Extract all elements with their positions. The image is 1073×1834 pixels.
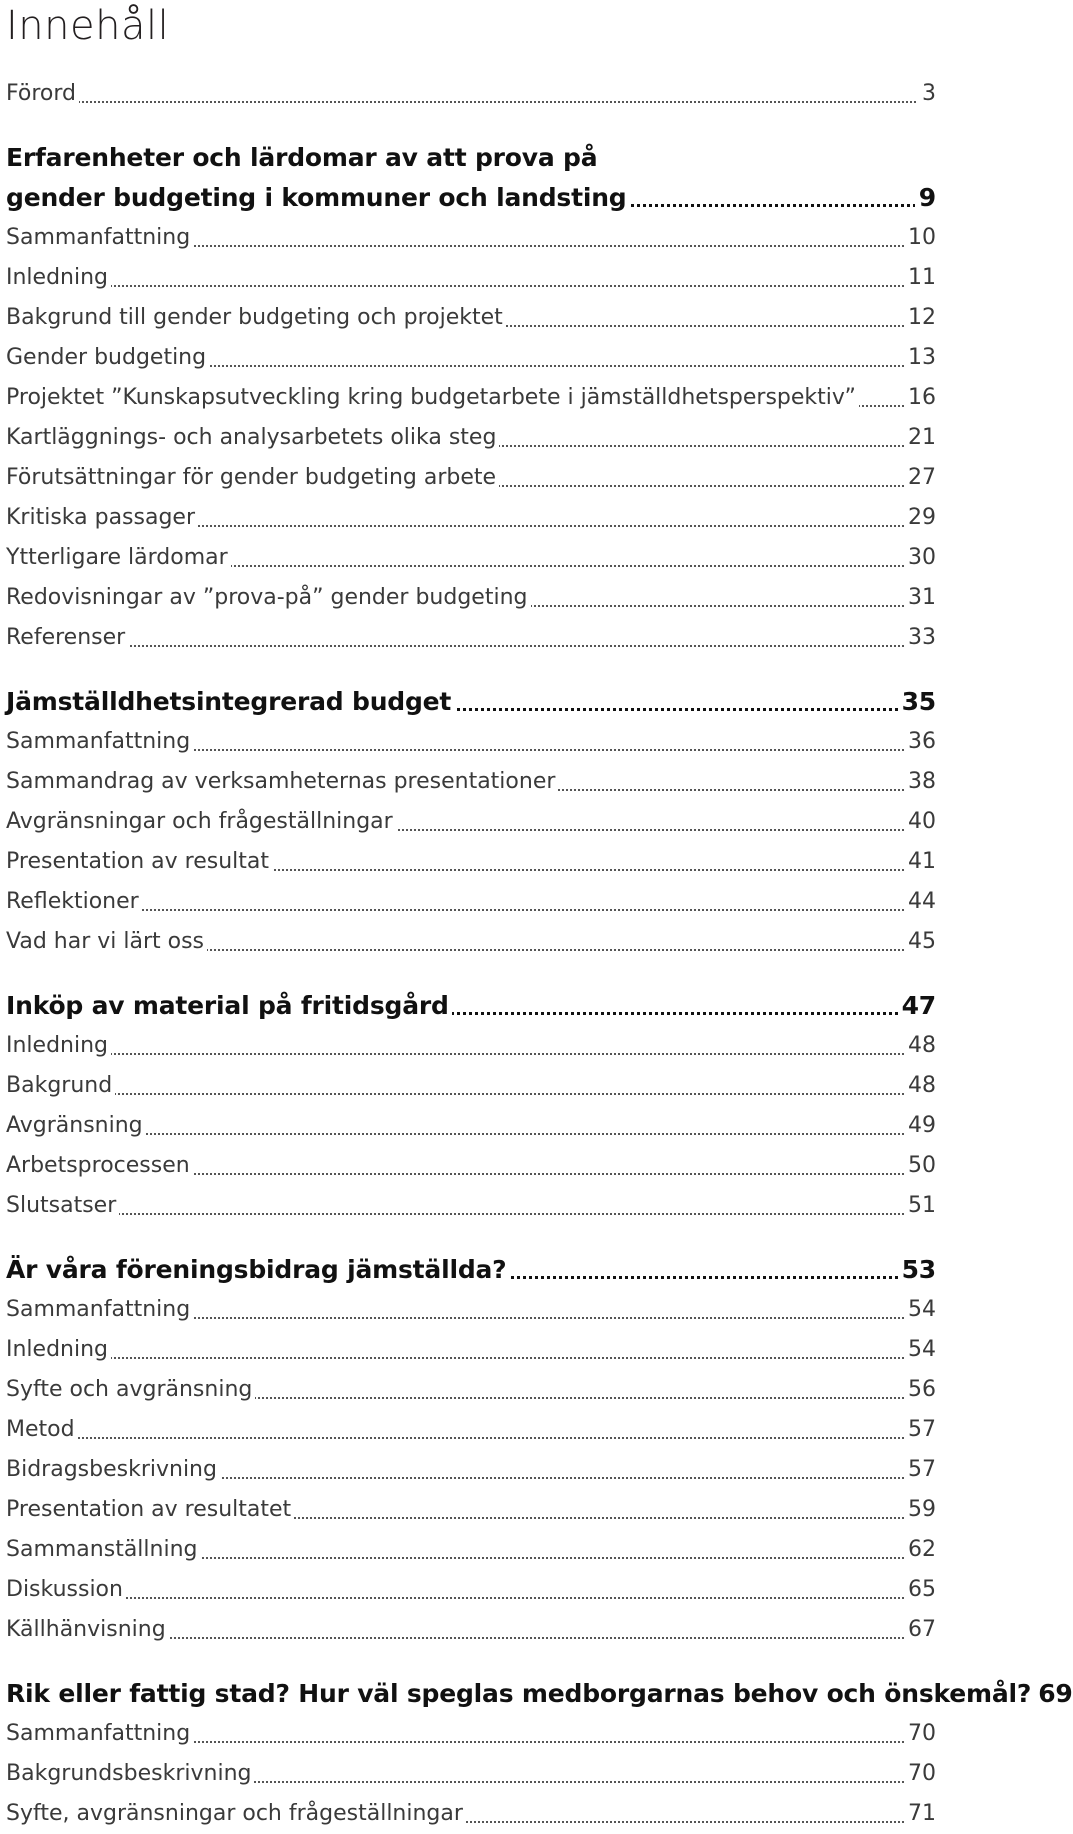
section-spacer (6, 114, 936, 138)
chapter-entry[interactable] (6, 1674, 1073, 1714)
toc-entry-label: Förutsättningar för gender budgeting arbete (6, 458, 499, 498)
toc-entry-label: Avgränsning (6, 1106, 146, 1146)
toc-entry-page-number: 33 (904, 618, 936, 658)
toc-entry[interactable] (6, 1370, 936, 1410)
toc-entry-page-number: 57 (904, 1410, 936, 1450)
section-spacer (6, 1226, 936, 1250)
toc-entry[interactable] (6, 1530, 936, 1570)
chapter-entry[interactable] (6, 178, 936, 218)
toc-entry-label: Bidragsbeskrivning (6, 1450, 220, 1490)
toc-entry-page-number: 44 (904, 882, 936, 922)
toc-entry-page-number: 30 (904, 538, 936, 578)
chapter-title: gender budgeting i kommuner och landsting (6, 178, 630, 218)
toc-entry-label: Sammanfattning (6, 722, 193, 762)
toc-entry[interactable] (6, 1754, 936, 1794)
chapter-title: Är våra föreningsbidrag jämställda? (6, 1250, 509, 1290)
toc-entry-label: Bakgrund till gender budgeting och projektet (6, 298, 506, 338)
toc-entry-label: Inledning (6, 1026, 111, 1066)
toc-entry-label: Syfte, avgränsningar och frågeställningar (6, 1794, 466, 1834)
toc-entry-page-number: 31 (904, 578, 936, 618)
toc-entry[interactable] (6, 1610, 936, 1650)
section-spacer (6, 1650, 936, 1674)
toc-entry-label: Arbetsprocessen (6, 1146, 193, 1186)
toc-entry-page-number: 16 (904, 378, 936, 418)
toc-entry[interactable] (6, 1570, 936, 1610)
toc-entry[interactable] (6, 1026, 936, 1066)
toc-entry[interactable] (6, 74, 936, 114)
toc-entry-label: Projektet ”Kunskapsutveckling kring budgetarbete i jämställdhetsperspektiv” (6, 378, 859, 418)
toc-entry-page-number: 59 (904, 1490, 936, 1530)
toc-entry[interactable] (6, 722, 936, 762)
toc-entry-label: Presentation av resultatet (6, 1490, 294, 1530)
toc-entry-page-number: 71 (904, 1794, 936, 1834)
toc-entry-page-number: 48 (904, 1066, 936, 1106)
toc-entry-label: Presentation av resultat (6, 842, 272, 882)
toc-entry-page-number: 57 (904, 1450, 936, 1490)
chapter-page-number: 47 (898, 986, 936, 1026)
toc-entry[interactable] (6, 298, 936, 338)
toc-entry-label: Bakgrundsbeskrivning (6, 1754, 254, 1794)
toc-entry-label: Sammandrag av verksamheternas presentationer (6, 762, 558, 802)
toc-entry[interactable] (6, 1490, 936, 1530)
chapter-title: Rik eller fattig stad? Hur väl speglas medborgarnas behov och önskemål? (6, 1674, 1034, 1714)
toc-entry-page-number: 50 (904, 1146, 936, 1186)
toc-entry-page-number: 56 (904, 1370, 936, 1410)
toc-entry-label: Redovisningar av ”prova-på” gender budgeting (6, 578, 531, 618)
toc-entry-label: Sammanfattning (6, 1290, 193, 1330)
toc-entry-label: Gender budgeting (6, 338, 209, 378)
toc-entry[interactable] (6, 1106, 936, 1146)
chapter-entry[interactable] (6, 682, 936, 722)
toc-entry-page-number: 27 (904, 458, 936, 498)
chapter-title: Jämställdhetsintegrerad budget (6, 682, 454, 722)
toc-entry-page-number: 10 (904, 218, 936, 258)
toc-entry-page-number: 65 (904, 1570, 936, 1610)
toc-entry-label: Vad har vi lärt oss (6, 922, 207, 962)
chapter-page-number: 69 (1034, 1674, 1072, 1714)
toc-entry-page-number: 45 (904, 922, 936, 962)
toc-entry[interactable] (6, 1146, 936, 1186)
toc-entry-label: Reflektioner (6, 882, 142, 922)
toc-entry-page-number: 3 (918, 74, 936, 114)
chapter-entry[interactable] (6, 986, 936, 1026)
chapter-title: Inköp av material på fritidsgård (6, 986, 452, 1026)
toc-entry[interactable] (6, 842, 936, 882)
toc-entry[interactable] (6, 922, 936, 962)
toc-entry[interactable] (6, 1330, 936, 1370)
toc-entry-page-number: 11 (904, 258, 936, 298)
toc-entry-label: Metod (6, 1410, 78, 1450)
toc-entry[interactable] (6, 762, 936, 802)
toc-entry[interactable] (6, 538, 936, 578)
section-spacer (6, 962, 936, 986)
toc-entry-label: Diskussion (6, 1570, 126, 1610)
toc-entry-page-number: 49 (904, 1106, 936, 1146)
toc-entry[interactable] (6, 882, 936, 922)
toc-entry-label: Ytterligare lärdomar (6, 538, 231, 578)
toc-entry-page-number: 48 (904, 1026, 936, 1066)
page-title: Innehåll (6, 3, 170, 49)
toc-entry-label: Inledning (6, 1330, 111, 1370)
toc-entry-page-number: 21 (904, 418, 936, 458)
toc-entry-label: Källhänvisning (6, 1610, 169, 1650)
chapter-heading-line[interactable]: Erfarenheter och lärdomar av att prova på (6, 143, 598, 172)
toc-entry[interactable] (6, 418, 936, 458)
toc-entry[interactable] (6, 338, 936, 378)
toc-entry-page-number: 70 (904, 1714, 936, 1754)
toc-entry-page-number: 40 (904, 802, 936, 842)
toc-list (6, 74, 1073, 1834)
toc-entry[interactable] (6, 1410, 936, 1450)
toc-entry[interactable] (6, 458, 936, 498)
toc-entry[interactable] (6, 498, 936, 538)
toc-entry-label: Sammanställning (6, 1530, 201, 1570)
toc-entry-label: Avgränsningar och frågeställningar (6, 802, 396, 842)
toc-entry[interactable] (6, 578, 936, 618)
toc-entry-label: Förord (6, 74, 79, 114)
toc-entry-label: Bakgrund (6, 1066, 115, 1106)
toc-entry-page-number: 67 (904, 1610, 936, 1650)
toc-entry-page-number: 38 (904, 762, 936, 802)
toc-entry-page-number: 29 (904, 498, 936, 538)
toc-entry[interactable] (6, 1450, 936, 1490)
chapter-entry[interactable] (6, 1250, 936, 1290)
toc-entry[interactable] (6, 1794, 936, 1834)
chapter-page-number: 9 (915, 178, 936, 218)
toc-entry[interactable] (6, 218, 936, 258)
toc-entry[interactable] (6, 258, 936, 298)
toc-entry-page-number: 62 (904, 1530, 936, 1570)
toc-entry-label: Syfte och avgränsning (6, 1370, 255, 1410)
toc-entry[interactable] (6, 1066, 936, 1106)
toc-entry-page-number: 54 (904, 1330, 936, 1370)
toc-entry[interactable] (6, 1186, 936, 1226)
toc-entry-page-number: 36 (904, 722, 936, 762)
toc-entry-page-number: 54 (904, 1290, 936, 1330)
toc-entry-label: Inledning (6, 258, 111, 298)
toc-entry-label: Sammanfattning (6, 218, 193, 258)
toc-entry-label: Sammanfattning (6, 1714, 193, 1754)
toc-entry-label: Kritiska passager (6, 498, 198, 538)
toc-entry-label: Kartläggnings- och analysarbetets olika steg (6, 418, 499, 458)
toc-entry[interactable] (6, 1290, 936, 1330)
toc-entry-label: Slutsatser (6, 1186, 119, 1226)
toc-entry[interactable] (6, 802, 936, 842)
toc-entry-label: Referenser (6, 618, 128, 658)
toc-entry-page-number: 13 (904, 338, 936, 378)
toc-entry-page-number: 12 (904, 298, 936, 338)
chapter-page-number: 35 (898, 682, 936, 722)
toc-entry[interactable] (6, 378, 936, 418)
chapter-page-number: 53 (898, 1250, 936, 1290)
toc-entry-page-number: 70 (904, 1754, 936, 1794)
toc-entry[interactable] (6, 618, 936, 658)
toc-entry-page-number: 41 (904, 842, 936, 882)
toc-entry-page-number: 51 (904, 1186, 936, 1226)
section-spacer (6, 658, 936, 682)
toc-entry[interactable] (6, 1714, 936, 1754)
